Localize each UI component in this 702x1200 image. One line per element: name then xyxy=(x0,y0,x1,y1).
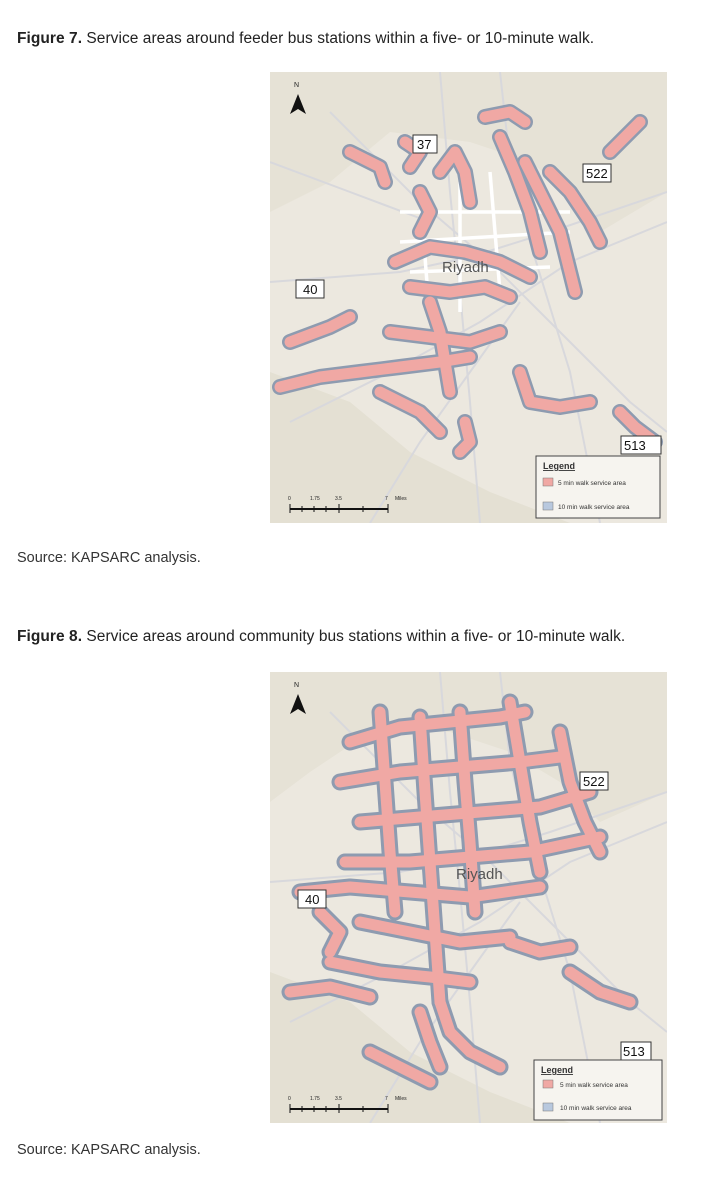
svg-text:7: 7 xyxy=(385,1096,388,1102)
legend-label-5min: 5 min walk service area xyxy=(558,480,626,487)
svg-text:1.75: 1.75 xyxy=(310,1096,320,1102)
figure-7-caption-text: Service areas around feeder bus stations within a five- or 10-minute walk. xyxy=(82,30,595,47)
legend-swatch-10min xyxy=(543,1103,553,1111)
north-label: N xyxy=(294,82,300,89)
figure-7-map-canvas xyxy=(270,72,667,523)
legend-label-10min: 10 min walk service area xyxy=(558,504,630,511)
route-shield-522 xyxy=(580,772,608,790)
map-legend xyxy=(536,456,660,518)
legend-swatch-5min xyxy=(543,478,553,486)
legend-label-10min: 10 min walk service area xyxy=(560,1105,632,1112)
svg-text:3.5: 3.5 xyxy=(335,496,342,502)
svg-text:37: 37 xyxy=(417,137,432,152)
svg-text:0: 0 xyxy=(288,496,291,502)
figure-8-caption-text: Service areas around community bus stations within a five- or 10-minute walk. xyxy=(82,628,626,645)
legend-title: Legend xyxy=(543,461,576,471)
route-shield-513 xyxy=(621,1042,651,1060)
route-shield-513 xyxy=(621,436,661,454)
svg-text:0: 0 xyxy=(288,1096,291,1102)
legend-label-5min: 5 min walk service area xyxy=(560,1082,628,1089)
svg-text:40: 40 xyxy=(303,282,318,297)
legend-swatch-5min xyxy=(543,1080,553,1088)
route-shield-40 xyxy=(296,280,324,298)
svg-text:Miles: Miles xyxy=(395,496,407,502)
svg-text:522: 522 xyxy=(583,774,605,789)
legend-title: Legend xyxy=(541,1065,574,1075)
figure-7-source: Source: KAPSARC analysis. xyxy=(17,550,201,566)
svg-text:Miles: Miles xyxy=(395,1096,407,1102)
figure-7-map xyxy=(270,72,667,523)
svg-text:513: 513 xyxy=(624,438,646,453)
svg-text:40: 40 xyxy=(305,892,320,907)
svg-text:7: 7 xyxy=(385,496,388,502)
route-shield-37 xyxy=(413,135,437,153)
north-label: N xyxy=(294,682,300,689)
svg-text:513: 513 xyxy=(623,1044,645,1059)
legend-swatch-10min xyxy=(543,502,553,510)
figure-8-label: Figure 8. xyxy=(17,628,83,645)
city-label: Riyadh xyxy=(442,259,489,276)
svg-text:1.75: 1.75 xyxy=(310,496,320,502)
route-shield-522 xyxy=(583,164,611,182)
map-legend xyxy=(534,1060,662,1120)
figure-7-label: Figure 7. xyxy=(17,30,83,47)
figure-8-map-canvas xyxy=(270,672,667,1123)
route-shield-40 xyxy=(298,890,326,908)
figure-7-caption xyxy=(17,30,594,48)
figure-8-source: Source: KAPSARC analysis. xyxy=(17,1142,201,1158)
city-label: Riyadh xyxy=(456,866,503,883)
svg-text:3.5: 3.5 xyxy=(335,1096,342,1102)
figure-8-caption xyxy=(17,628,625,646)
figure-8-map xyxy=(270,672,667,1123)
svg-text:522: 522 xyxy=(586,166,608,181)
